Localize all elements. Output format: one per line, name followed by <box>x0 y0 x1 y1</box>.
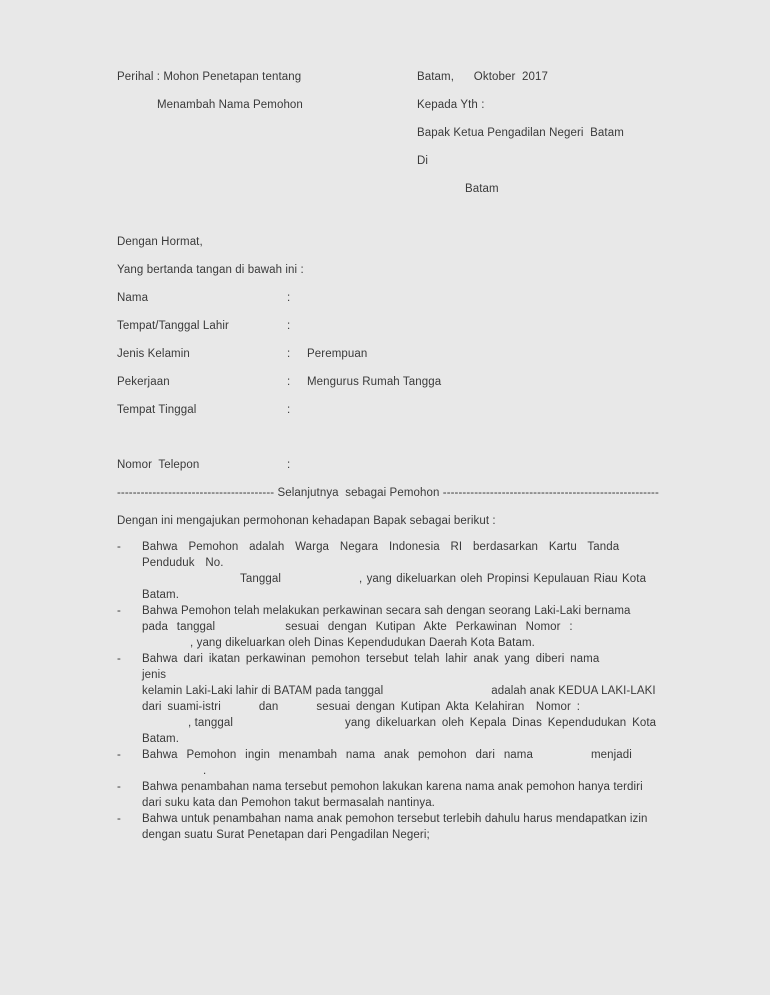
bullet-segment: adalah anak KEDUA LAKI-LAKI <box>491 685 656 697</box>
bullet-text <box>142 651 660 747</box>
bullet-text <box>142 811 660 843</box>
bullet-line: Batam. <box>142 589 180 601</box>
bullet-segment: Tanggal <box>240 573 281 585</box>
bullet-segment: pada tanggal <box>142 621 216 633</box>
bullet-line <box>142 635 660 651</box>
identity-row-ttl <box>117 312 770 340</box>
bullet-line <box>142 747 660 763</box>
list-item <box>117 811 660 843</box>
bullet-line: Batam. <box>142 733 180 745</box>
list-item <box>117 603 660 651</box>
letter-header <box>117 63 770 203</box>
bullet-segment: . <box>203 765 207 777</box>
bullet-marker: - <box>117 813 121 825</box>
identity-label: Nama <box>117 292 149 304</box>
colon: : <box>287 404 291 416</box>
list-item <box>117 651 660 747</box>
bullet-line: dari suku kata dan Pemohon takut bermasalah nantinya. <box>142 797 435 809</box>
subject-line-2: Menambah Nama Pemohon <box>157 99 303 111</box>
identity-rows <box>117 284 770 424</box>
dateline: Batam, Oktober 2017 <box>417 71 548 83</box>
bullet-line: Bahwa Pemohon adalah Warga Negara Indonesia RI berdasarkan Kartu Tanda Penduduk No. <box>142 541 631 569</box>
bullet-segment: kelamin Laki-Laki lahir di BATAM pada tanggal <box>142 685 384 697</box>
bullet-marker: - <box>117 541 121 553</box>
list-item <box>117 747 660 779</box>
subject-line-1: Perihal : Mohon Penetapan tentang <box>117 71 302 83</box>
bullet-line: dengan suatu Surat Penetapan dari Pengadilan Negeri; <box>142 829 430 841</box>
identity-row-nama <box>117 284 770 312</box>
bullet-segment: Bahwa Pemohon ingin menambah nama anak pemohon dari nama <box>142 749 533 761</box>
identity-value: Mengurus Rumah Tangga <box>307 376 442 388</box>
phone-label: Nomor Telepon <box>117 459 200 471</box>
salutation: Dengan Hormat, <box>117 236 203 248</box>
identity-label: Pekerjaan <box>117 376 170 388</box>
bullet-line <box>142 683 660 699</box>
recipient-salute: Kepada Yth : <box>417 99 485 111</box>
address-block <box>417 63 770 203</box>
recipient-di: Di <box>417 155 429 167</box>
bullet-line: Bahwa Pemohon telah melakukan perkawinan secara sah dengan seorang Laki-Laki bernama <box>142 605 631 617</box>
bullet-segment: , yang dikeluarkan oleh Propinsi Kepulauan Riau Kota <box>358 573 647 585</box>
pemohon-separator: ---------------------------------------- Selanjutnya sebagai Pemohon ------------------------------------------------------- <box>117 487 659 499</box>
bullet-text <box>142 779 660 811</box>
identity-label: Jenis Kelamin <box>117 348 190 360</box>
bullet-line <box>142 571 660 587</box>
bullet-segment: sesuai dengan Kutipan Akte Perkawinan Nomor : <box>285 621 573 633</box>
colon: : <box>287 376 291 388</box>
bullet-segment: , yang dikeluarkan oleh Dinas Kependudukan Daerah Kota Batam. <box>190 637 535 649</box>
bullet-line <box>142 619 660 635</box>
bullet-line: Bahwa penambahan nama tersebut pemohon lakukan karena nama anak pemohon hanya terdiri <box>142 781 643 793</box>
bullet-marker: - <box>117 653 121 665</box>
identity-value: Perempuan <box>307 348 368 360</box>
bullet-marker: - <box>117 749 121 761</box>
bullet-line <box>142 715 660 731</box>
bullet-marker: - <box>117 605 121 617</box>
identity-label: Tempat/Tanggal Lahir <box>117 320 229 332</box>
identity-row-jenis-kelamin <box>117 340 770 368</box>
bullet-marker: - <box>117 781 121 793</box>
bullet-segment: menjadi <box>590 749 632 761</box>
identity-label: Tempat Tinggal <box>117 404 197 416</box>
colon: : <box>287 348 291 360</box>
bullet-text <box>142 539 660 603</box>
bullet-segment: dari suami-istri <box>142 701 221 713</box>
intro-line: Yang bertanda tangan di bawah ini : <box>117 264 304 276</box>
bullet-list <box>117 539 660 843</box>
colon: : <box>287 320 291 332</box>
recipient-city: Batam <box>465 183 499 195</box>
bullet-text <box>142 747 660 779</box>
bullet-segment: yang dikeluarkan oleh Kepala Dinas Kependudukan Kota <box>345 717 657 729</box>
bullet-line <box>142 651 660 683</box>
phone-row <box>117 451 770 479</box>
bullet-segment: jenis <box>142 669 167 681</box>
bullet-segment: Bahwa dari ikatan perkawinan pemohon tersebut telah lahir anak yang diberi nama <box>142 653 600 665</box>
bullet-line <box>142 763 660 779</box>
bullet-line: Bahwa untuk penambahan nama anak pemohon tersebut terlebih dahulu harus mendapatkan izin <box>142 813 648 825</box>
list-item <box>117 779 660 811</box>
identity-row-tempat-tinggal <box>117 396 770 424</box>
bullet-segment: sesuai dengan Kutipan Akta Kelahiran Nomor : <box>316 701 581 713</box>
subject-block <box>117 63 417 203</box>
bullet-segment: , tanggal <box>188 717 234 729</box>
identity-row-pekerjaan <box>117 368 770 396</box>
colon: : <box>287 459 291 471</box>
colon: : <box>287 292 291 304</box>
list-item <box>117 539 660 603</box>
bullet-segment: dan <box>258 701 279 713</box>
request-intro: Dengan ini mengajukan permohonan kehadapan Bapak sebagai berikut : <box>117 515 496 527</box>
recipient-name: Bapak Ketua Pengadilan Negeri Batam <box>417 127 624 139</box>
bullet-text <box>142 603 660 651</box>
bullet-line <box>142 699 660 715</box>
